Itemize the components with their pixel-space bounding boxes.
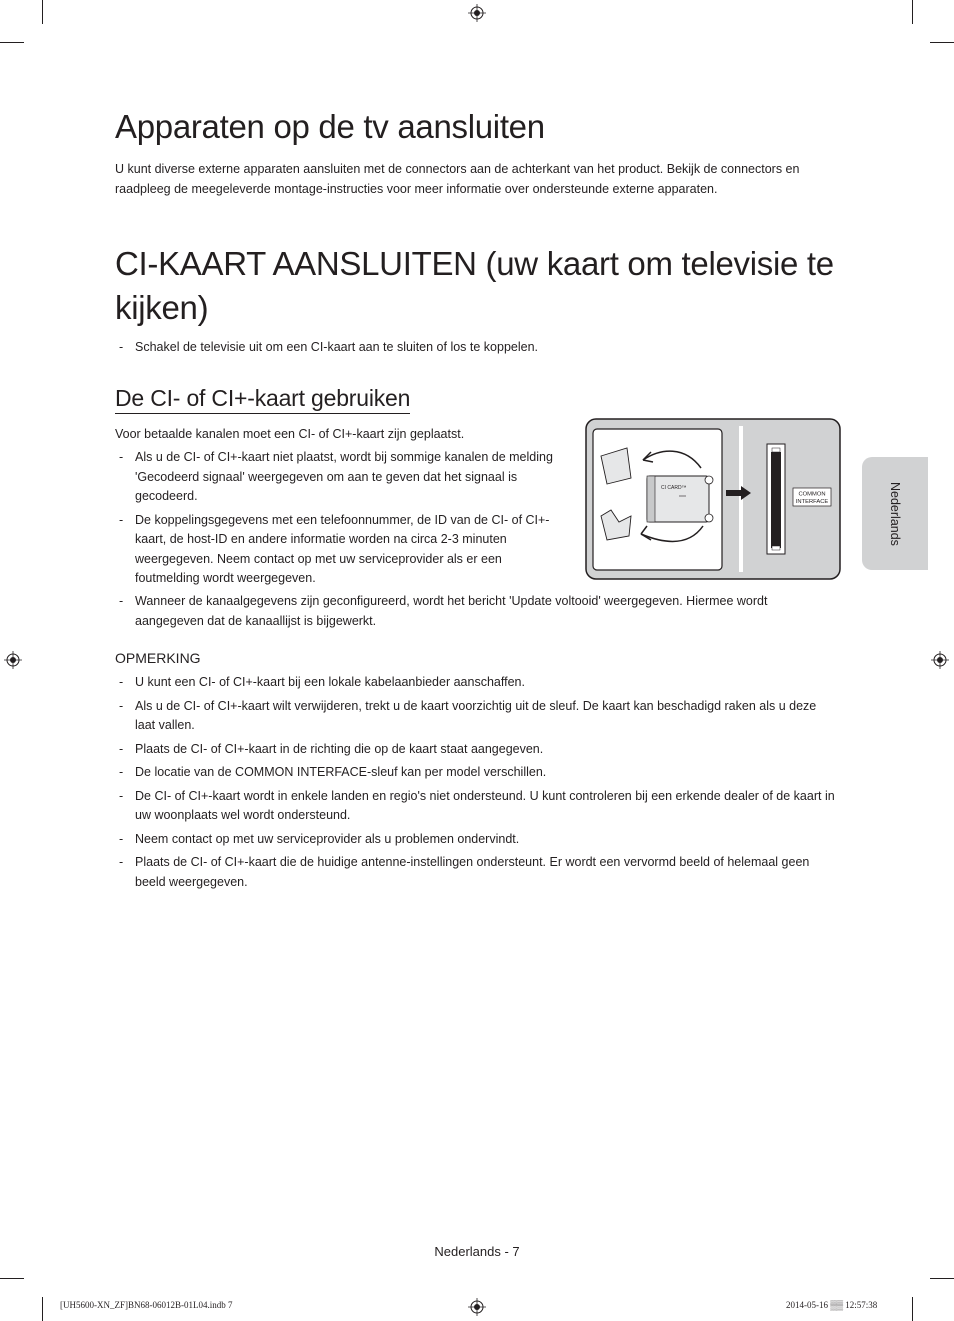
list-item: - Wanneer de kanaalgegevens zijn geconfigureerd, wordt het bericht 'Update voltooid' weergegeven. Hiermee wordt aangegeven dat de kanaallijst is bijgewerkt.: [119, 594, 768, 628]
registration-mark-icon: [931, 651, 949, 669]
subsection-intro: Voor betaalde kanalen moet een CI- of CI+-kaart zijn geplaatst.: [115, 427, 465, 441]
note-heading: OPMERKING: [115, 650, 201, 666]
crop-mark: [42, 0, 43, 24]
crop-mark: [42, 1297, 43, 1321]
registration-mark-icon: [468, 1298, 486, 1316]
subsection-bullet-list: [115, 448, 560, 593]
ci-card-illustration: [585, 418, 841, 580]
list-item: - Schakel de televisie uit om een CI-kaart aan te sluiten of los te koppelen.: [119, 340, 539, 354]
ci-card-label: CI CARD™: [661, 485, 687, 491]
page-intro: U kunt diverse externe apparaten aansluiten met de connectors aan de achterkant van het product. Bekijk de connectors en raadpleeg de meegeleverde montage-instructies voor meer informatie over ondersteunde externe apparaten.: [115, 162, 800, 196]
list-item: - De locatie van de COMMON INTERFACE-sleuf kan per model verschillen.: [119, 765, 547, 779]
section-title: CI-KAART AANSLUITEN (uw kaart om televisie te kijken): [115, 245, 834, 326]
crop-mark: [0, 42, 24, 43]
crop-mark: [930, 1278, 954, 1279]
list-item: - De CI- of CI+-kaart wordt in enkele landen en regio's niet ondersteund. U kunt controleren bij een erkende dealer of de kaart in uw woonplaats wel wordt ondersteund.: [119, 788, 835, 822]
list-item: - Als u de CI- of CI+-kaart niet plaatst, wordt bij sommige kanalen de melding 'Gecodeerd signaal' weergegeven om aan te geven dat het signaal is gecodeerd.: [119, 450, 553, 503]
page-title: Apparaten op de tv aansluiten: [115, 108, 545, 145]
right-arrow-icon: [726, 490, 742, 496]
list-item: - Plaats de CI- of CI+-kaart die de huidige antenne-instellingen ondersteunt. Er wordt een vervormd beeld of helemaal geen beeld weergegeven.: [119, 855, 810, 889]
list-item: - De koppelingsgegevens met een telefoonnummer, de ID van de CI- of CI+-kaart, de host-ID en andere informatie worden na circa 2-3 minuten weergegeven. Neem contact op met uw serviceprovider als er een foutmelding wordt weergegeven.: [119, 512, 550, 585]
language-side-tab: [862, 457, 928, 570]
common-interface-label-line2: INTERFACE: [795, 499, 829, 505]
list-item: - Neem contact op met uw serviceprovider als u problemen ondervindt.: [119, 831, 520, 846]
crop-mark: [912, 1297, 913, 1321]
footer-date: 2014-05-16 ▒▒ 12:57:38: [786, 1300, 878, 1310]
crop-mark: [912, 0, 913, 24]
list-item: - U kunt een CI- of CI+-kaart bij een lokale kabelaanbieder aanschaffen.: [119, 675, 525, 689]
list-item: - Als u de CI- of CI+-kaart wilt verwijderen, trekt u de kaart voorzichtig uit de sleuf. De kaart kan beschadigd raken als u deze laat vallen.: [119, 698, 817, 732]
ci-card-icon: [647, 476, 709, 522]
registration-mark-icon: [468, 4, 486, 22]
subsection-bullet-list-continued: [115, 592, 835, 635]
section-bullet-list: [115, 338, 835, 362]
footer-file-info: [UH5600-XN_ZF]BN68-06012B-01L04.indb 7: [60, 1300, 233, 1310]
note-bullet-list: [115, 673, 835, 896]
subsection-title: De CI- of CI+-kaart gebruiken: [115, 385, 410, 414]
common-interface-label-line1: COMMON: [798, 491, 826, 498]
registration-mark-icon: [4, 651, 22, 669]
list-item: - Plaats de CI- of CI+-kaart in de richting die op de kaart staat aangegeven.: [119, 741, 544, 756]
crop-mark: [0, 1278, 24, 1279]
side-tab-label: Nederlands: [888, 481, 902, 546]
page-number: Nederlands - 7: [434, 1244, 520, 1259]
crop-mark: [930, 42, 954, 43]
